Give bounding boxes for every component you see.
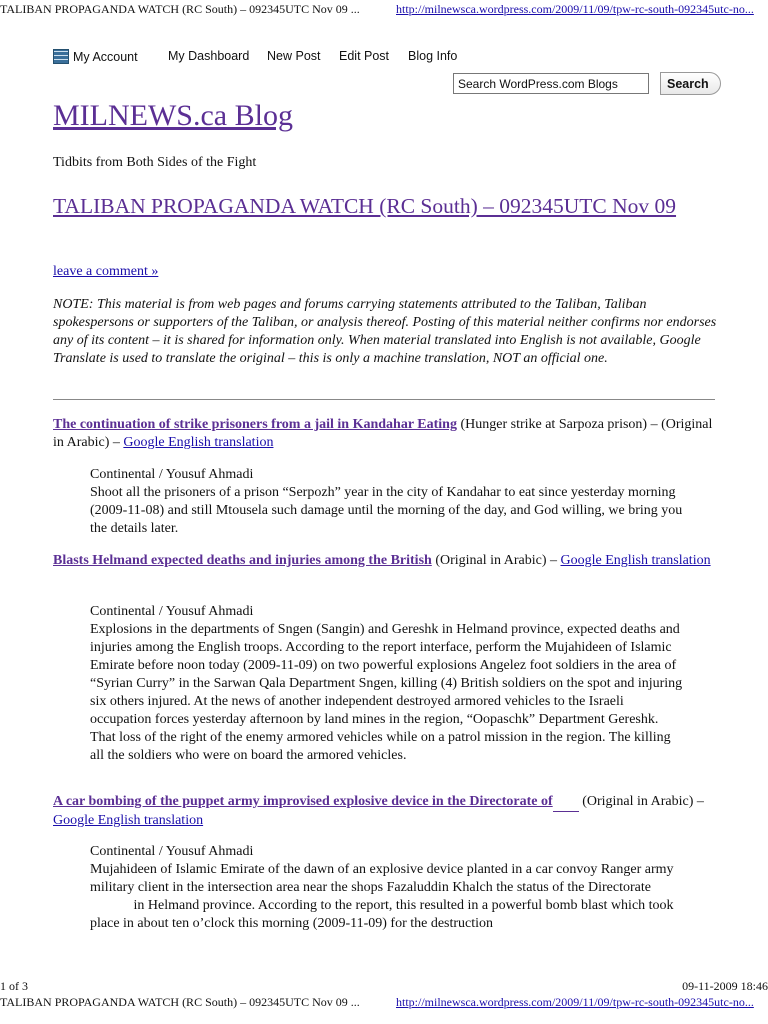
- entry-link[interactable]: The continuation of strike prisoners from a jail in Kandahar Eating: [53, 417, 457, 432]
- entry-body: [90, 843, 685, 933]
- blog-tagline: Tidbits from Both Sides of the Fight: [53, 155, 257, 170]
- print-header: [0, 0, 768, 18]
- divider: [53, 399, 715, 400]
- edit-post-link[interactable]: Edit Post: [339, 49, 390, 63]
- disclaimer-note: NOTE: This material is from web pages and forums carrying statements attributed to the Taliban, Taliban spokespersons or supporters of the Taliban, or analysis thereof. Posting of this material neither confirms nor endorses any of its content – it is shared for information only. When material translated into English is not available, Google Translate is used to translate the original – this is only a machine translation, NOT an official one.: [53, 297, 717, 366]
- search-input[interactable]: Search WordPress.com Blogs: [453, 73, 649, 94]
- entry-body: [90, 466, 685, 538]
- entry-text: Mujahideen of Islamic Emirate of the dawn of an explosive device planted in a car convoy Ranger army military client in the intersection area near the shops Fazaluddin Khalch the status of the Directorate in Helmand province. According to the report, this resulted in a powerful bomb blast which took place in about ten o’clock this morning (2009-11-09) for the destruction: [90, 862, 674, 931]
- wordpress-icon: [53, 49, 69, 64]
- print-header-title: TALIBAN PROPAGANDA WATCH (RC South) – 092345UTC Nov 09 ...: [0, 2, 360, 16]
- entry-desc: (Original in Arabic) –: [578, 794, 704, 809]
- entry-desc: (Hunger strike at Sarpoza prison) – (Original in Arabic) –: [53, 417, 713, 450]
- entry-desc: (Original in Arabic) –: [431, 553, 561, 568]
- print-datetime: 09-11-2009 18:46: [682, 979, 768, 993]
- new-post-link[interactable]: New Post: [267, 49, 321, 63]
- entry-heading: [53, 416, 718, 452]
- my-account-link[interactable]: My Account: [53, 49, 138, 64]
- entry-text: Shoot all the prisoners of a prison “Serpozh” year in the city of Kandahar to eat since yesterday morning (2009-11-08) and still Mtousela such damage until the morning of the day, and God willing, we bring you the details later.: [90, 485, 683, 536]
- print-footer-title: TALIBAN PROPAGANDA WATCH (RC South) – 092345UTC Nov 09 ...: [0, 995, 360, 1009]
- entry-link[interactable]: Blasts Helmand expected deaths and injuries among the British: [53, 553, 432, 568]
- google-translation-link[interactable]: Google English translation: [560, 553, 711, 568]
- search-button[interactable]: Search: [660, 72, 721, 95]
- entry-source: Continental / Yousuf Ahmadi: [90, 604, 254, 619]
- my-dashboard-link[interactable]: My Dashboard: [168, 49, 250, 63]
- entry-heading: [53, 552, 718, 570]
- leave-comment-link[interactable]: leave a comment »: [53, 264, 159, 279]
- entry-source: Continental / Yousuf Ahmadi: [90, 467, 254, 482]
- google-translation-link[interactable]: Google English translation: [53, 813, 204, 828]
- blog-info-link[interactable]: Blog Info: [408, 49, 458, 63]
- entry-link[interactable]: A car bombing of the puppet army improvised explosive device in the Directorate of: [53, 794, 553, 809]
- page-count: 1 of 3: [0, 979, 28, 993]
- post-title[interactable]: TALIBAN PROPAGANDA WATCH (RC South) – 092345UTC Nov 09: [53, 194, 677, 218]
- google-translation-link[interactable]: Google English translation: [123, 435, 274, 450]
- entry-heading: [53, 793, 718, 830]
- arabic-text-glyph: [553, 793, 579, 812]
- entry-body: [90, 603, 685, 765]
- print-footer-url[interactable]: http://milnewsca.wordpress.com/2009/11/09/tpw-rc-south-092345utc-no...: [396, 995, 754, 1009]
- entry-text: Explosions in the departments of Sngen (Sangin) and Gereshk in Helmand province, expected deaths and injuries among the English troops. According to the report interface, perform the Mujahideen of Islamic Emirate before noon today (2009-11-09) on two powerful explosions Angelez foot soldiers in the area of “Syrian Curry” in the Sarwan Qala Department Sngen, killing (4) British soldiers on the spot and injuring six others injured. At the news of another independent destroyed armored vehicles to the Israeli occupation forces yesterday afternoon by land mines in the region, “Oopaschk” Department Gereshk. That loss of the right of the enemy armored vehicles while on a patrol mission in the region. The killing all the soldiers who were on board the armored vehicles.: [90, 622, 683, 763]
- print-header-url[interactable]: http://milnewsca.wordpress.com/2009/11/09/tpw-rc-south-092345utc-no...: [396, 2, 754, 16]
- blog-title[interactable]: MILNEWS.ca Blog: [53, 99, 293, 132]
- entry-source: Continental / Yousuf Ahmadi: [90, 844, 254, 859]
